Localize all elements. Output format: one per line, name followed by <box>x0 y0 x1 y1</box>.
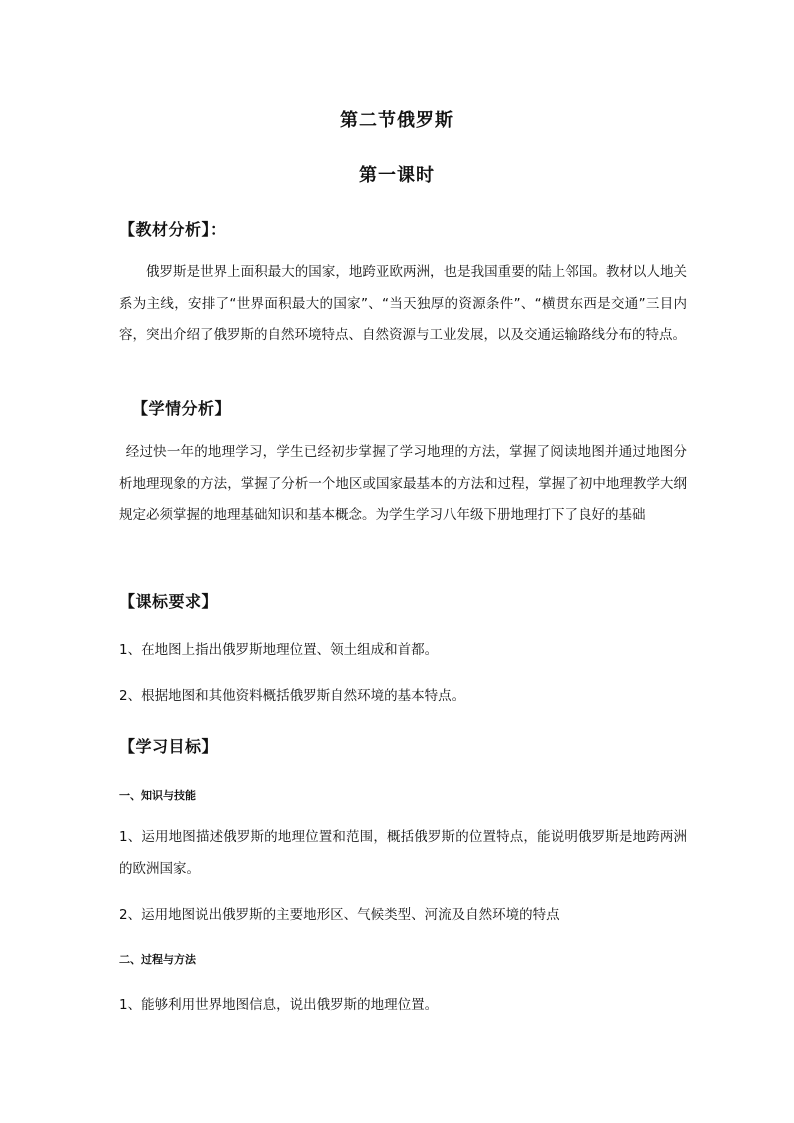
curriculum-item: 1、在地图上指出俄罗斯地理位置、领土组成和首都。 <box>119 642 439 658</box>
goals-heading: 【学习目标】 <box>119 737 219 756</box>
goal-item: 1、能够利用世界地图信息，说出俄罗斯的地理位置。 <box>119 997 439 1013</box>
student-analysis-paragraph: 经过快一年的地理学习，学生已经初步掌握了学习地理的方法，掌握了阅读地图并通过地图分析地理现象的方法，掌握了分析一个地区或国家最基本的方法和过程，掌握了初中地理教学大纲规定必须掌握的地理基础知识和基本概念。为学生学习八年级下册地理打下了良好的基础 <box>119 444 687 523</box>
curriculum-heading: 【课标要求】 <box>119 592 219 611</box>
document-title: 第二节俄罗斯 <box>340 110 454 131</box>
process-method-heading: 二、过程与方法 <box>119 953 196 966</box>
student-analysis-heading: 【学情分析】 <box>132 399 232 418</box>
curriculum-item: 2、根据地图和其他资料概括俄罗斯自然环境的基本特点。 <box>119 688 466 704</box>
document-subtitle: 第一课时 <box>359 165 435 186</box>
textbook-analysis-paragraph: 俄罗斯是世界上面积最大的国家，地跨亚欧两洲，也是我国重要的陆上邻国。教材以人地关系为主线，安排了“世界面积最大的国家”、“当天独厚的资源条件”、“横贯东西是交通”三目内容，突出介绍了俄罗斯的自然环境特点、自然资源与工业发展，以及交通运输路线分布的特点。 <box>119 264 687 343</box>
textbook-analysis-heading: 【教材分析】： <box>119 220 227 239</box>
goal-item: 2、运用地图说出俄罗斯的主要地形区、气候类型、河流及自然环境的特点 <box>119 907 560 923</box>
knowledge-skills-heading: 一、知识与技能 <box>119 789 196 802</box>
goal-item: 1、运用地图描述俄罗斯的地理位置和范围，概括俄罗斯的位置特点，能说明俄罗斯是地跨两洲的欧洲国家。 <box>119 829 687 877</box>
